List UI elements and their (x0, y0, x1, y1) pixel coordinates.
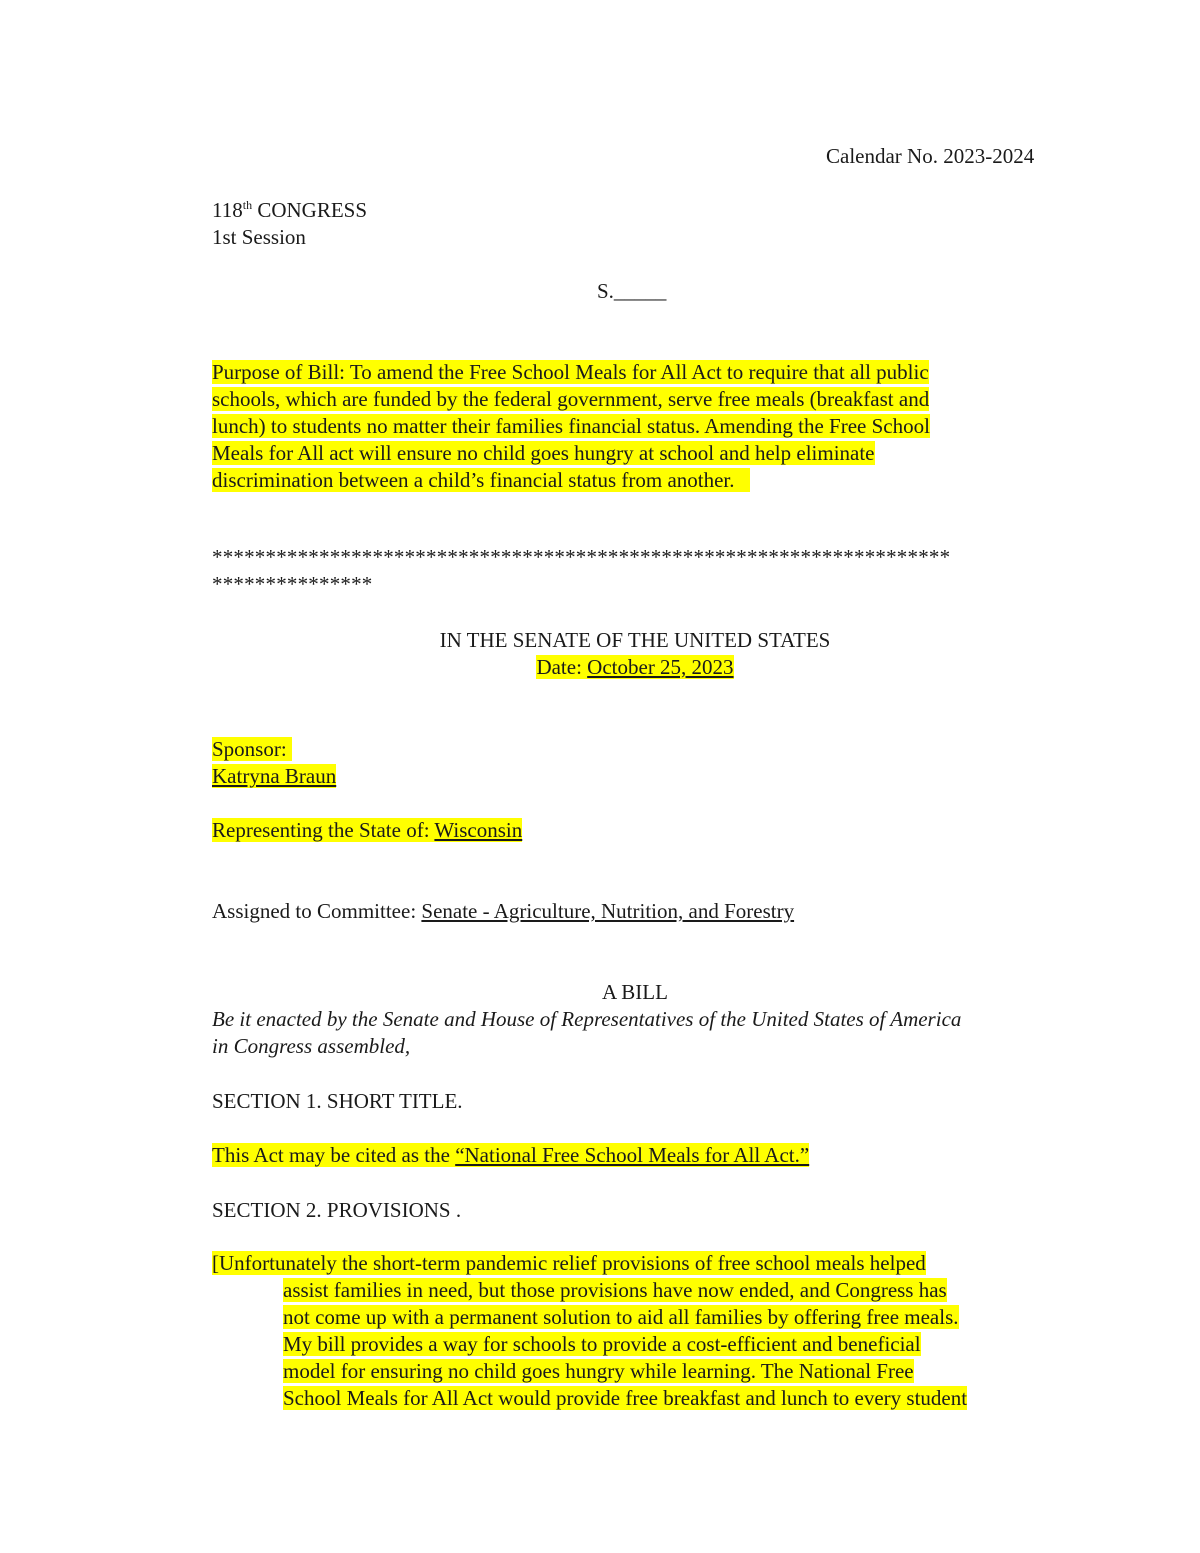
bill-heading: A BILL (602, 980, 668, 1004)
sponsor-label: Sponsor: (212, 737, 287, 761)
provision-line: model for ensuring no child goes hungry while learning. The National Free (283, 1359, 914, 1383)
state-line (212, 817, 522, 844)
purpose-line: Meals for All act will ensure no child goes hungry at school and help eliminate (212, 441, 875, 465)
sponsor-block (212, 736, 336, 790)
committee-line (212, 898, 794, 925)
provision-line: My bill provides a way for schools to provide a cost-efficient and beneficial (283, 1332, 921, 1356)
enacting-clause (212, 1006, 961, 1060)
section1-title: SECTION 1. SHORT TITLE. (212, 1089, 463, 1113)
purpose-line: lunch) to students no matter their families financial status. Amending the Free School (212, 414, 930, 438)
purpose-line: schools, which are funded by the federal government, serve free meals (breakfast and (212, 387, 930, 411)
senate-block (212, 627, 1058, 681)
state-label: Representing the State of: (212, 818, 435, 842)
provision-line: assist families in need, but those provisions have now ended, and Congress has (283, 1278, 947, 1302)
purpose-of-bill (212, 359, 930, 494)
congress-suffix: th (242, 198, 253, 212)
committee-label: Assigned to Committee: (212, 899, 422, 923)
provision-line: School Meals for All Act would provide free breakfast and lunch to every student (283, 1386, 968, 1410)
sponsor-name: Katryna Braun (212, 764, 337, 788)
state-value: Wisconsin (434, 818, 523, 842)
date-value: October 25, 2023 (587, 655, 734, 679)
section2-text (212, 1250, 967, 1412)
enacting-line: Be it enacted by the Senate and House of Representatives of the United States of America (212, 1007, 962, 1031)
short-title-name: “National Free School Meals for All Act.” (455, 1143, 810, 1167)
provision-line: [Unfortunately the short-term pandemic relief provisions of free school meals helped (212, 1251, 926, 1275)
short-title-prefix: This Act may be cited as the (212, 1143, 456, 1167)
congress-label: CONGRESS (252, 198, 368, 222)
enacting-line: in Congress assembled, (212, 1034, 411, 1058)
congress-number: 118 (212, 198, 243, 222)
purpose-line: discrimination between a child’s financial status from another. (212, 468, 735, 492)
congress-heading (212, 197, 367, 224)
calendar-number: Calendar No. 2023-2024 (826, 144, 1035, 168)
section1-text (212, 1142, 809, 1169)
section2-title: SECTION 2. PROVISIONS . (212, 1198, 462, 1222)
senate-heading: IN THE SENATE OF THE UNITED STATES (439, 628, 831, 652)
provision-line: not come up with a permanent solution to aid all families by offering free meals. (283, 1305, 959, 1329)
separator (212, 544, 950, 598)
session-label: 1st Session (212, 225, 306, 249)
separator-line: *************** (212, 572, 373, 596)
date-label: Date: (536, 655, 588, 679)
purpose-line: Purpose of Bill: To amend the Free School Meals for All Act to require that all public (212, 360, 929, 384)
bill-number: S._____ (597, 279, 667, 303)
committee-value: Senate - Agriculture, Nutrition, and Forestry (421, 899, 795, 923)
separator-line: ********************************************************************* (212, 545, 951, 569)
